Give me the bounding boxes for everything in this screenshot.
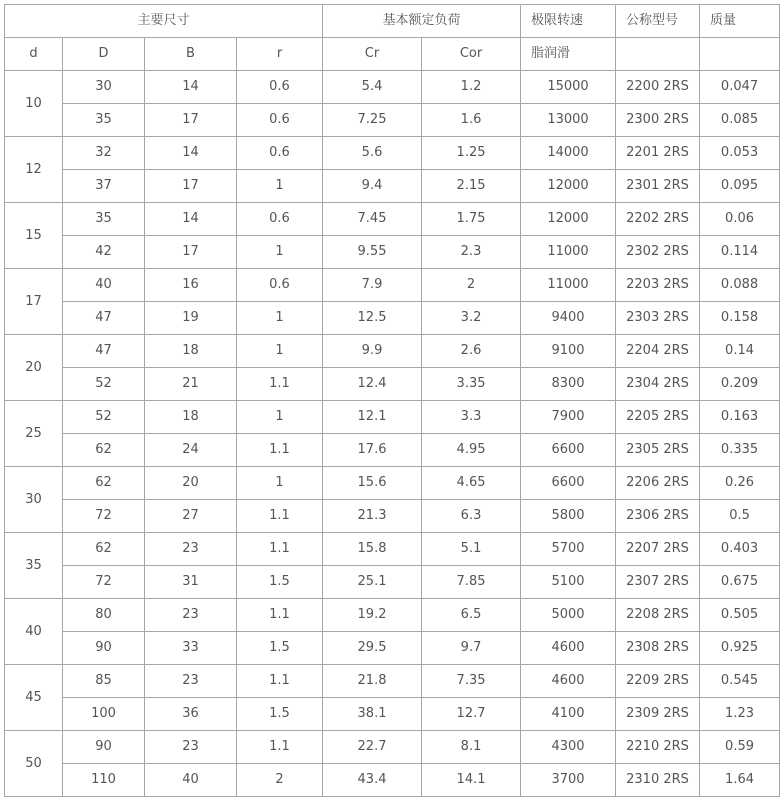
cell-mass: 0.114 bbox=[700, 236, 780, 269]
header-limit-speed: 极限转速 bbox=[521, 5, 616, 38]
cell-cor: 14.1 bbox=[422, 764, 521, 797]
cell-r: 1 bbox=[237, 302, 323, 335]
cell-mass: 0.675 bbox=[700, 566, 780, 599]
cell-cr: 21.8 bbox=[323, 665, 422, 698]
cell-cr: 22.7 bbox=[323, 731, 422, 764]
cell-r: 1 bbox=[237, 236, 323, 269]
cell-mass: 0.095 bbox=[700, 170, 780, 203]
cell-d: 25 bbox=[5, 401, 63, 467]
cell-speed: 4600 bbox=[521, 665, 616, 698]
cell-cr: 5.6 bbox=[323, 137, 422, 170]
cell-cor: 6.3 bbox=[422, 500, 521, 533]
cell-cor: 2.6 bbox=[422, 335, 521, 368]
cell-d: 40 bbox=[63, 269, 145, 302]
cell-cr: 9.9 bbox=[323, 335, 422, 368]
cell-d: 110 bbox=[63, 764, 145, 797]
table-row bbox=[5, 764, 780, 797]
cell-cr: 19.2 bbox=[323, 599, 422, 632]
cell-mass: 0.158 bbox=[700, 302, 780, 335]
table-row bbox=[5, 302, 780, 335]
cell-b: 20 bbox=[145, 467, 237, 500]
cell-speed: 14000 bbox=[521, 137, 616, 170]
cell-speed: 11000 bbox=[521, 236, 616, 269]
cell-speed: 15000 bbox=[521, 71, 616, 104]
cell-d: 45 bbox=[5, 665, 63, 731]
cell-model: 2203 2RS bbox=[616, 269, 700, 302]
cell-d: 90 bbox=[63, 731, 145, 764]
cell-d: 20 bbox=[5, 335, 63, 401]
cell-model: 2307 2RS bbox=[616, 566, 700, 599]
cell-model: 2301 2RS bbox=[616, 170, 700, 203]
cell-cor: 9.7 bbox=[422, 632, 521, 665]
cell-model: 2208 2RS bbox=[616, 599, 700, 632]
cell-d: 52 bbox=[63, 368, 145, 401]
cell-b: 14 bbox=[145, 71, 237, 104]
cell-speed: 5000 bbox=[521, 599, 616, 632]
cell-cor: 1.2 bbox=[422, 71, 521, 104]
cell-model: 2308 2RS bbox=[616, 632, 700, 665]
cell-d: 35 bbox=[63, 104, 145, 137]
cell-d: 42 bbox=[63, 236, 145, 269]
cell-cr: 9.55 bbox=[323, 236, 422, 269]
cell-r: 1.1 bbox=[237, 665, 323, 698]
subheader-lubrication: 脂润滑 bbox=[521, 38, 616, 71]
table-row bbox=[5, 731, 780, 764]
cell-cr: 25.1 bbox=[323, 566, 422, 599]
cell-cor: 6.5 bbox=[422, 599, 521, 632]
cell-d: 72 bbox=[63, 566, 145, 599]
cell-cr: 17.6 bbox=[323, 434, 422, 467]
cell-mass: 0.5 bbox=[700, 500, 780, 533]
cell-speed: 7900 bbox=[521, 401, 616, 434]
cell-d: 85 bbox=[63, 665, 145, 698]
cell-speed: 6600 bbox=[521, 434, 616, 467]
cell-cr: 7.9 bbox=[323, 269, 422, 302]
cell-model: 2200 2RS bbox=[616, 71, 700, 104]
cell-model: 2300 2RS bbox=[616, 104, 700, 137]
cell-b: 23 bbox=[145, 533, 237, 566]
cell-d: 62 bbox=[63, 434, 145, 467]
table-row bbox=[5, 335, 780, 368]
cell-model: 2303 2RS bbox=[616, 302, 700, 335]
cell-r: 1.5 bbox=[237, 566, 323, 599]
cell-mass: 0.163 bbox=[700, 401, 780, 434]
cell-r: 1.1 bbox=[237, 500, 323, 533]
cell-mass: 0.06 bbox=[700, 203, 780, 236]
cell-r: 1 bbox=[237, 335, 323, 368]
table-row bbox=[5, 599, 780, 632]
table-row bbox=[5, 566, 780, 599]
cell-r: 1 bbox=[237, 401, 323, 434]
cell-r: 1.1 bbox=[237, 731, 323, 764]
cell-mass: 0.088 bbox=[700, 269, 780, 302]
cell-r: 0.6 bbox=[237, 203, 323, 236]
table-row bbox=[5, 269, 780, 302]
cell-cr: 21.3 bbox=[323, 500, 422, 533]
cell-speed: 5700 bbox=[521, 533, 616, 566]
cell-r: 0.6 bbox=[237, 269, 323, 302]
cell-mass: 0.209 bbox=[700, 368, 780, 401]
table-row bbox=[5, 434, 780, 467]
cell-cr: 15.6 bbox=[323, 467, 422, 500]
cell-d: 37 bbox=[63, 170, 145, 203]
table-row bbox=[5, 368, 780, 401]
cell-mass: 1.64 bbox=[700, 764, 780, 797]
cell-cr: 7.45 bbox=[323, 203, 422, 236]
cell-b: 36 bbox=[145, 698, 237, 731]
cell-d: 90 bbox=[63, 632, 145, 665]
cell-d: 80 bbox=[63, 599, 145, 632]
cell-b: 16 bbox=[145, 269, 237, 302]
cell-mass: 0.403 bbox=[700, 533, 780, 566]
cell-model: 2209 2RS bbox=[616, 665, 700, 698]
cell-d: 12 bbox=[5, 137, 63, 203]
cell-speed: 4300 bbox=[521, 731, 616, 764]
cell-r: 1.1 bbox=[237, 599, 323, 632]
cell-r: 0.6 bbox=[237, 104, 323, 137]
cell-d: 62 bbox=[63, 467, 145, 500]
cell-d: 47 bbox=[63, 302, 145, 335]
cell-speed: 12000 bbox=[521, 203, 616, 236]
cell-r: 0.6 bbox=[237, 71, 323, 104]
cell-b: 17 bbox=[145, 170, 237, 203]
cell-cr: 43.4 bbox=[323, 764, 422, 797]
table-row bbox=[5, 236, 780, 269]
cell-cr: 12.1 bbox=[323, 401, 422, 434]
cell-r: 0.6 bbox=[237, 137, 323, 170]
cell-d: 100 bbox=[63, 698, 145, 731]
subheader-row bbox=[5, 38, 780, 71]
subheader-B: B bbox=[145, 38, 237, 71]
cell-model: 2207 2RS bbox=[616, 533, 700, 566]
cell-mass: 0.26 bbox=[700, 467, 780, 500]
cell-cor: 3.2 bbox=[422, 302, 521, 335]
cell-d: 52 bbox=[63, 401, 145, 434]
cell-cor: 7.35 bbox=[422, 665, 521, 698]
cell-cr: 38.1 bbox=[323, 698, 422, 731]
cell-speed: 5800 bbox=[521, 500, 616, 533]
cell-b: 19 bbox=[145, 302, 237, 335]
cell-b: 40 bbox=[145, 764, 237, 797]
table-row bbox=[5, 203, 780, 236]
cell-speed: 6600 bbox=[521, 467, 616, 500]
cell-r: 1.1 bbox=[237, 434, 323, 467]
cell-model: 2304 2RS bbox=[616, 368, 700, 401]
cell-d: 50 bbox=[5, 731, 63, 797]
table-row bbox=[5, 632, 780, 665]
cell-b: 23 bbox=[145, 665, 237, 698]
cell-speed: 4100 bbox=[521, 698, 616, 731]
cell-d: 35 bbox=[5, 533, 63, 599]
subheader-D: D bbox=[63, 38, 145, 71]
cell-d: 17 bbox=[5, 269, 63, 335]
table-row bbox=[5, 401, 780, 434]
cell-model: 2310 2RS bbox=[616, 764, 700, 797]
cell-speed: 5100 bbox=[521, 566, 616, 599]
cell-d: 30 bbox=[63, 71, 145, 104]
cell-cr: 29.5 bbox=[323, 632, 422, 665]
cell-cr: 12.5 bbox=[323, 302, 422, 335]
cell-cor: 1.6 bbox=[422, 104, 521, 137]
bearing-spec-table bbox=[4, 4, 780, 797]
cell-cor: 1.25 bbox=[422, 137, 521, 170]
header-mass: 质量 bbox=[700, 5, 780, 38]
cell-cor: 3.35 bbox=[422, 368, 521, 401]
cell-speed: 13000 bbox=[521, 104, 616, 137]
cell-cr: 5.4 bbox=[323, 71, 422, 104]
cell-model: 2202 2RS bbox=[616, 203, 700, 236]
cell-speed: 3700 bbox=[521, 764, 616, 797]
cell-b: 21 bbox=[145, 368, 237, 401]
cell-cor: 4.95 bbox=[422, 434, 521, 467]
cell-model: 2201 2RS bbox=[616, 137, 700, 170]
cell-r: 1.1 bbox=[237, 368, 323, 401]
cell-model: 2205 2RS bbox=[616, 401, 700, 434]
cell-cr: 9.4 bbox=[323, 170, 422, 203]
cell-b: 24 bbox=[145, 434, 237, 467]
cell-cr: 7.25 bbox=[323, 104, 422, 137]
table-row bbox=[5, 500, 780, 533]
cell-cor: 5.1 bbox=[422, 533, 521, 566]
table-row bbox=[5, 698, 780, 731]
cell-cor: 2.3 bbox=[422, 236, 521, 269]
header-model: 公称型号 bbox=[616, 5, 700, 38]
cell-d: 30 bbox=[5, 467, 63, 533]
cell-b: 14 bbox=[145, 137, 237, 170]
cell-cor: 8.1 bbox=[422, 731, 521, 764]
cell-d: 35 bbox=[63, 203, 145, 236]
cell-d: 72 bbox=[63, 500, 145, 533]
cell-d: 15 bbox=[5, 203, 63, 269]
cell-d: 10 bbox=[5, 71, 63, 137]
cell-r: 2 bbox=[237, 764, 323, 797]
table-row bbox=[5, 533, 780, 566]
cell-b: 18 bbox=[145, 335, 237, 368]
cell-mass: 0.335 bbox=[700, 434, 780, 467]
cell-mass: 0.545 bbox=[700, 665, 780, 698]
subheader-mass-empty bbox=[700, 38, 780, 71]
cell-model: 2305 2RS bbox=[616, 434, 700, 467]
cell-mass: 0.047 bbox=[700, 71, 780, 104]
table-row bbox=[5, 665, 780, 698]
table-row bbox=[5, 71, 780, 104]
cell-cor: 4.65 bbox=[422, 467, 521, 500]
cell-speed: 12000 bbox=[521, 170, 616, 203]
cell-model: 2306 2RS bbox=[616, 500, 700, 533]
cell-speed: 9100 bbox=[521, 335, 616, 368]
cell-model: 2210 2RS bbox=[616, 731, 700, 764]
table-row bbox=[5, 137, 780, 170]
table-row bbox=[5, 467, 780, 500]
cell-b: 17 bbox=[145, 236, 237, 269]
cell-b: 17 bbox=[145, 104, 237, 137]
cell-cor: 2 bbox=[422, 269, 521, 302]
cell-b: 27 bbox=[145, 500, 237, 533]
cell-model: 2206 2RS bbox=[616, 467, 700, 500]
cell-b: 31 bbox=[145, 566, 237, 599]
cell-d: 32 bbox=[63, 137, 145, 170]
cell-mass: 0.59 bbox=[700, 731, 780, 764]
table-body bbox=[5, 5, 780, 797]
cell-cr: 12.4 bbox=[323, 368, 422, 401]
cell-cor: 1.75 bbox=[422, 203, 521, 236]
cell-b: 23 bbox=[145, 731, 237, 764]
cell-model: 2309 2RS bbox=[616, 698, 700, 731]
cell-speed: 4600 bbox=[521, 632, 616, 665]
cell-r: 1.5 bbox=[237, 632, 323, 665]
cell-mass: 0.085 bbox=[700, 104, 780, 137]
cell-cor: 12.7 bbox=[422, 698, 521, 731]
subheader-Cor: Cor bbox=[422, 38, 521, 71]
cell-d: 40 bbox=[5, 599, 63, 665]
cell-r: 1 bbox=[237, 467, 323, 500]
cell-b: 23 bbox=[145, 599, 237, 632]
subheader-d: d bbox=[5, 38, 63, 71]
cell-b: 33 bbox=[145, 632, 237, 665]
table-row bbox=[5, 170, 780, 203]
cell-model: 2204 2RS bbox=[616, 335, 700, 368]
header-basic-load: 基本额定负荷 bbox=[323, 5, 521, 38]
cell-d: 47 bbox=[63, 335, 145, 368]
cell-d: 62 bbox=[63, 533, 145, 566]
cell-model: 2302 2RS bbox=[616, 236, 700, 269]
cell-r: 1.5 bbox=[237, 698, 323, 731]
header-main-dims: 主要尺寸 bbox=[5, 5, 323, 38]
cell-speed: 9400 bbox=[521, 302, 616, 335]
cell-b: 14 bbox=[145, 203, 237, 236]
cell-cor: 2.15 bbox=[422, 170, 521, 203]
cell-speed: 8300 bbox=[521, 368, 616, 401]
cell-cor: 3.3 bbox=[422, 401, 521, 434]
cell-mass: 0.053 bbox=[700, 137, 780, 170]
subheader-r: r bbox=[237, 38, 323, 71]
cell-mass: 1.23 bbox=[700, 698, 780, 731]
subheader-model-empty bbox=[616, 38, 700, 71]
cell-mass: 0.14 bbox=[700, 335, 780, 368]
cell-mass: 0.925 bbox=[700, 632, 780, 665]
cell-mass: 0.505 bbox=[700, 599, 780, 632]
cell-cor: 7.85 bbox=[422, 566, 521, 599]
cell-b: 18 bbox=[145, 401, 237, 434]
cell-speed: 11000 bbox=[521, 269, 616, 302]
cell-cr: 15.8 bbox=[323, 533, 422, 566]
cell-r: 1.1 bbox=[237, 533, 323, 566]
table-row bbox=[5, 104, 780, 137]
subheader-Cr: Cr bbox=[323, 38, 422, 71]
header-row bbox=[5, 5, 780, 38]
cell-r: 1 bbox=[237, 170, 323, 203]
